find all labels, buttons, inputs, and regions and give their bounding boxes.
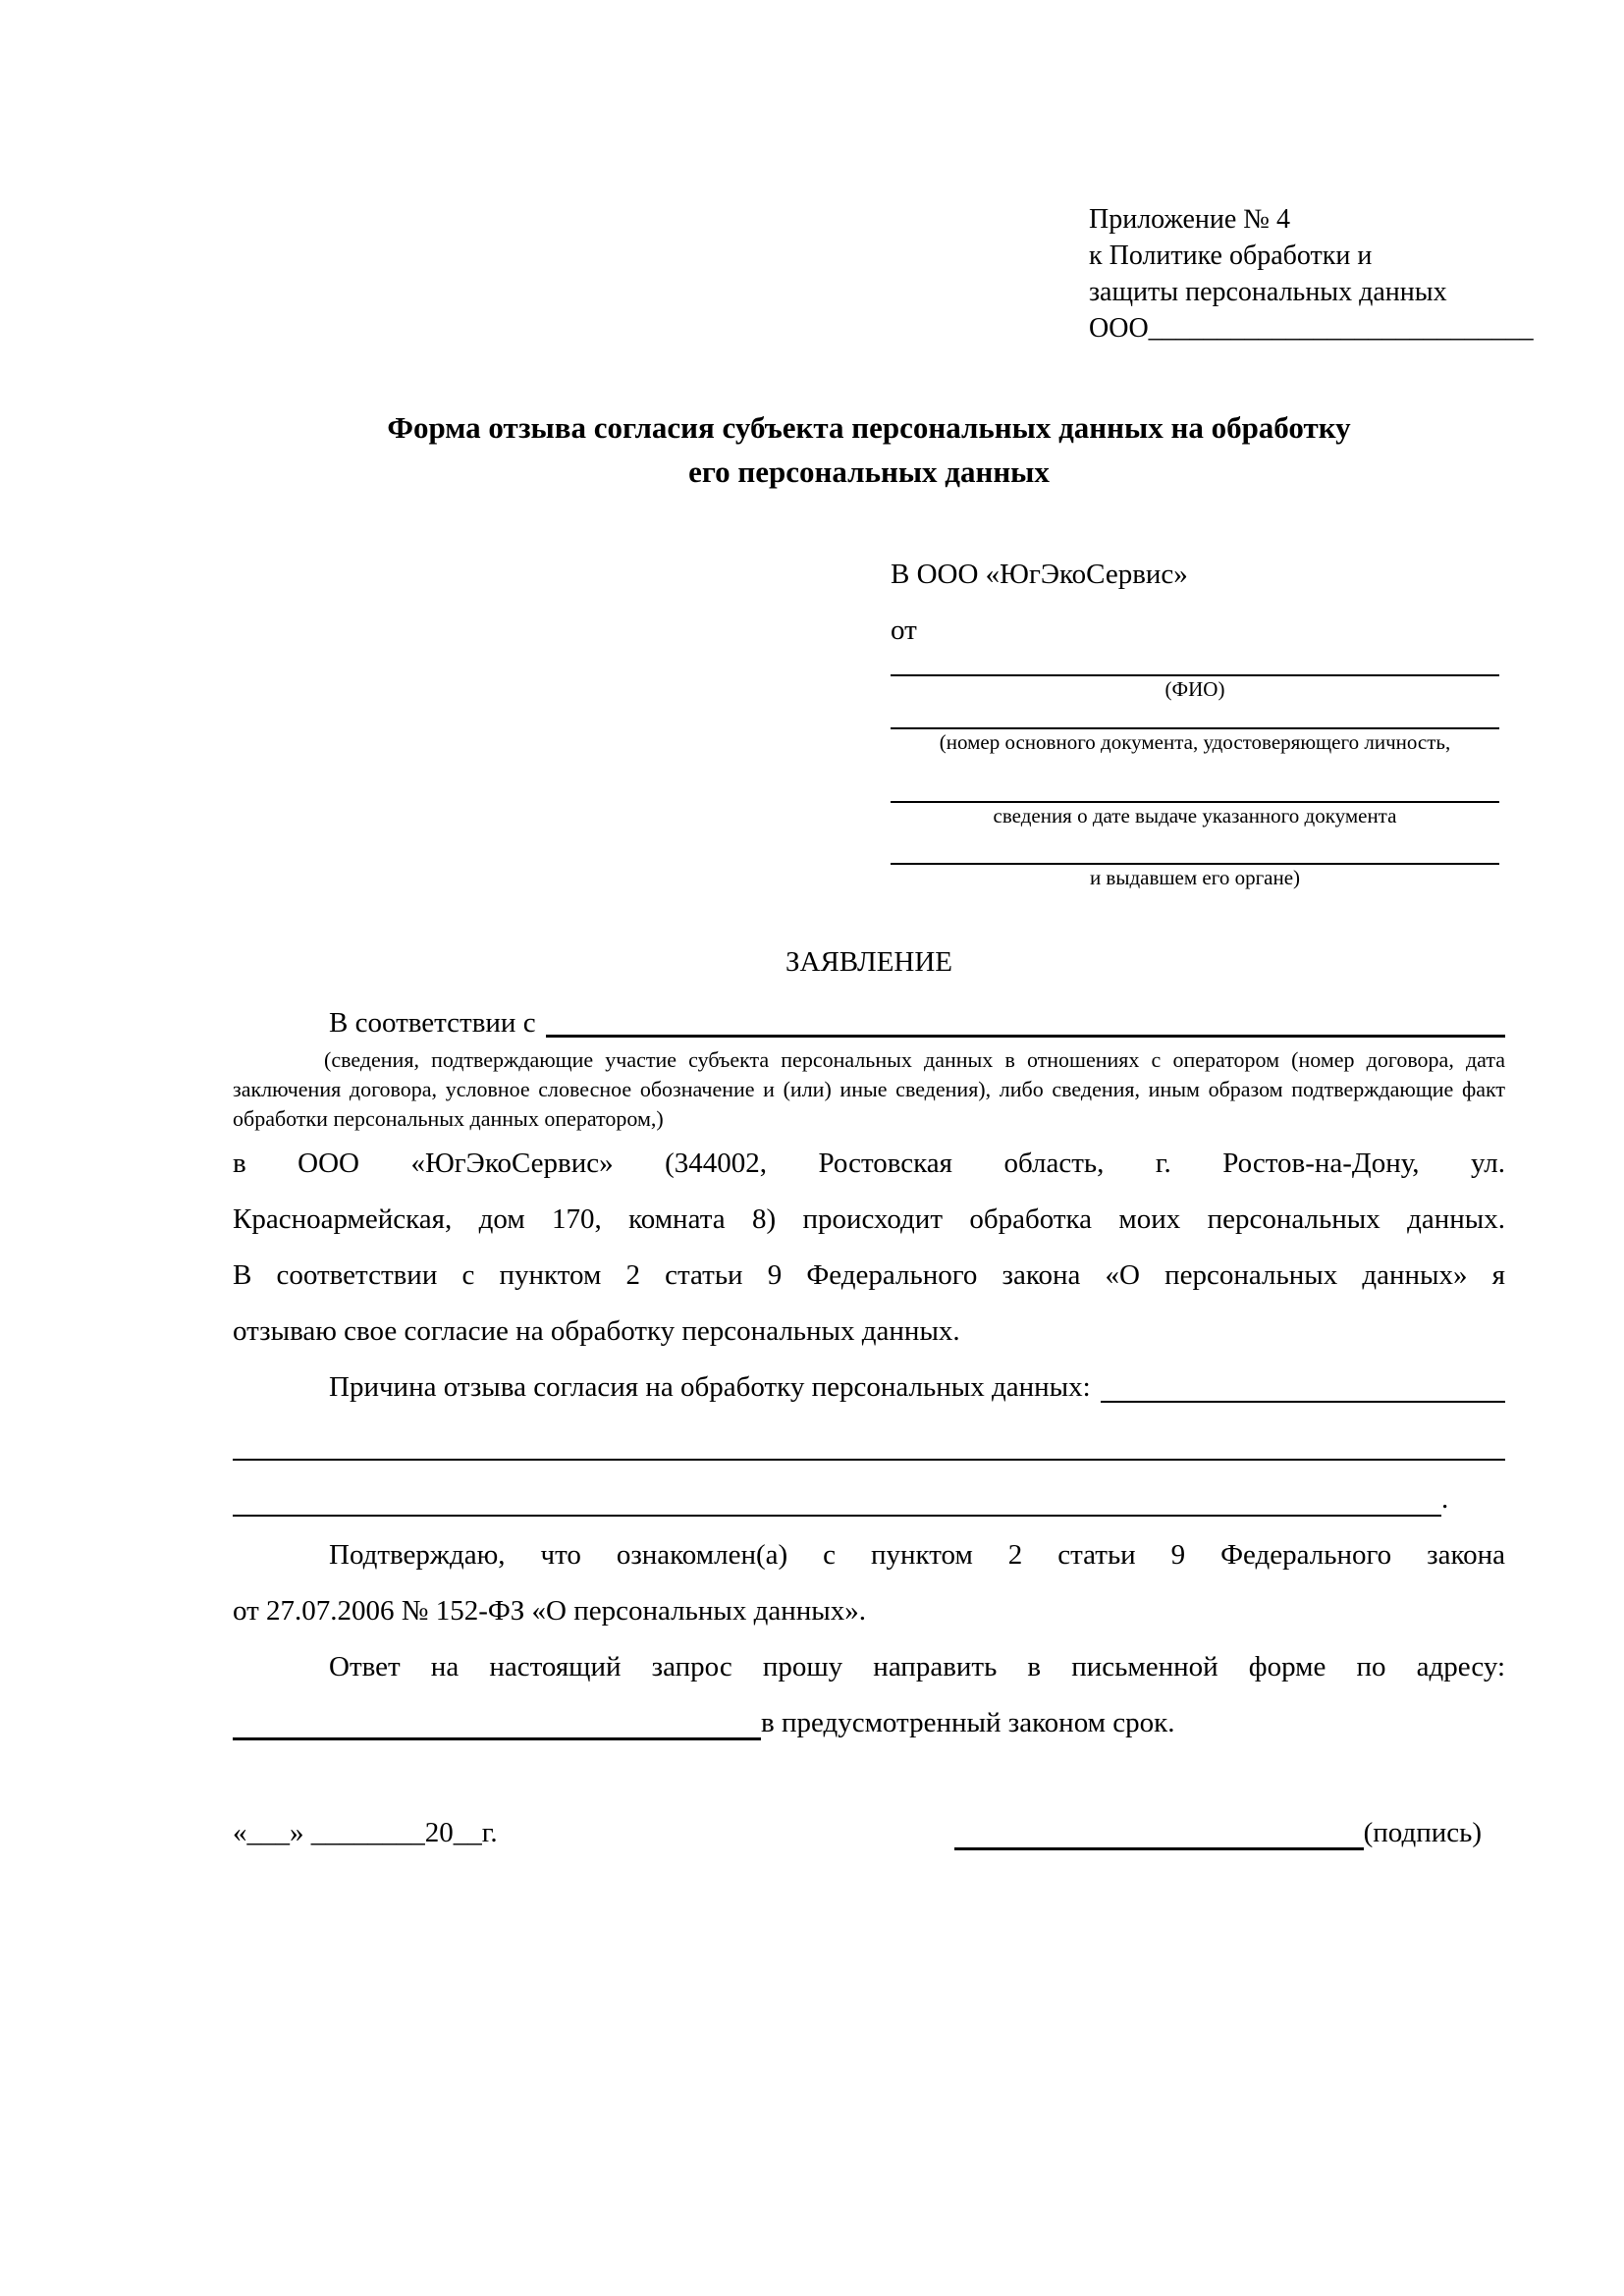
issuing-authority-caption: и выдавшем его органе) bbox=[1089, 866, 1301, 889]
fio-caption: (ФИО) bbox=[1164, 677, 1225, 701]
addressee-block bbox=[891, 547, 1499, 890]
reply-line2-suffix: в предусмотренный законом срок. bbox=[761, 1707, 1175, 1738]
appendix-policy-line2: защиты персональных данных bbox=[1089, 277, 1447, 307]
document-title bbox=[233, 405, 1505, 494]
date-blank: «___» ________20__г. bbox=[233, 1817, 498, 1848]
main-paragraph-line2: Красноармейская, дом 170, комната 8) происходит обработка моих персональных данных. bbox=[233, 1203, 1505, 1235]
appendix-header bbox=[1089, 201, 1534, 347]
reason-label: Причина отзыва согласия на обработку персональных данных: bbox=[329, 1371, 1091, 1403]
appendix-company-blank: ООО____________________________ bbox=[1089, 313, 1534, 344]
addressee-organization: В ООО «ЮгЭкоСервис» bbox=[891, 559, 1188, 590]
document-number-caption: (номер основного документа, удостоверяющего личность, bbox=[939, 730, 1451, 754]
fine-print-line2: заключения договора, условное словесное обозначение и (или) иные сведения), либо сведения, иным образом подтверждающие факт bbox=[233, 1077, 1505, 1101]
main-paragraph-line1: в ООО «ЮгЭкоСервис» (344002, Ростовская область, г. Ростов-на-Дону, ул. bbox=[233, 1148, 1505, 1179]
appendix-number: Приложение № 4 bbox=[1089, 204, 1290, 235]
reply-paragraph bbox=[233, 1639, 1505, 1751]
reason-paragraph-indent bbox=[233, 1360, 329, 1415]
intro-blank-line bbox=[546, 1004, 1505, 1038]
signature-caption: (подпись) bbox=[1363, 1817, 1482, 1848]
document-title-line2: его персональных данных bbox=[688, 454, 1050, 489]
confirmation-line2: от 27.07.2006 № 152-ФЗ «О персональных данных». bbox=[233, 1595, 867, 1627]
reason-blank-row2 bbox=[233, 1471, 1505, 1527]
date-signature-row bbox=[233, 1805, 1505, 1861]
reason-row bbox=[233, 1360, 1505, 1415]
main-paragraph-line4: отзываю свое согласие на обработку персональных данных. bbox=[233, 1315, 960, 1347]
reason-period: . bbox=[1441, 1483, 1449, 1515]
intro-label: В соответствии с bbox=[329, 1007, 536, 1039]
statement-heading: ЗАЯВЛЕНИЕ bbox=[785, 946, 953, 978]
address-blank-line bbox=[233, 1695, 761, 1740]
addressee-from-label: от bbox=[891, 614, 917, 646]
signature-group bbox=[954, 1805, 1482, 1861]
appendix-policy-line: к Политике обработки и bbox=[1089, 240, 1373, 271]
reply-line2 bbox=[233, 1695, 1505, 1751]
reason-blank-row1 bbox=[233, 1415, 1505, 1471]
fine-print-line3: обработки персональных данных оператором,) bbox=[233, 1106, 664, 1131]
fine-print-block bbox=[233, 1045, 1505, 1134]
reason-blank-line-1 bbox=[233, 1415, 1505, 1461]
document-title-line1: Форма отзыва согласия субъекта персональных данных на обработку bbox=[387, 410, 1351, 445]
reason-blank-line-2 bbox=[233, 1471, 1441, 1517]
confirmation-line1: Подтверждаю, что ознакомлен(а) с пунктом 2 статьи 9 Федерального закона bbox=[329, 1539, 1505, 1571]
reason-blank-line-short bbox=[1101, 1360, 1505, 1403]
document-date-caption: сведения о дате выдаче указанного документа bbox=[993, 804, 1397, 828]
main-paragraph bbox=[233, 1136, 1505, 1360]
intro-row bbox=[233, 1004, 1505, 1041]
confirmation-paragraph bbox=[233, 1527, 1505, 1639]
signature-blank-line bbox=[954, 1805, 1364, 1850]
intro-paragraph-indent bbox=[233, 1004, 329, 1041]
reply-line1: Ответ на настоящий запрос прошу направить в письменной форме по адресу: bbox=[329, 1651, 1505, 1682]
fine-print-line1: (сведения, подтверждающие участие субъекта персональных данных в отношениях с оператором (номер договора, дата bbox=[324, 1047, 1505, 1072]
main-paragraph-line3: В соответствии с пунктом 2 статьи 9 Федерального закона «О персональных данных» я bbox=[233, 1259, 1505, 1291]
